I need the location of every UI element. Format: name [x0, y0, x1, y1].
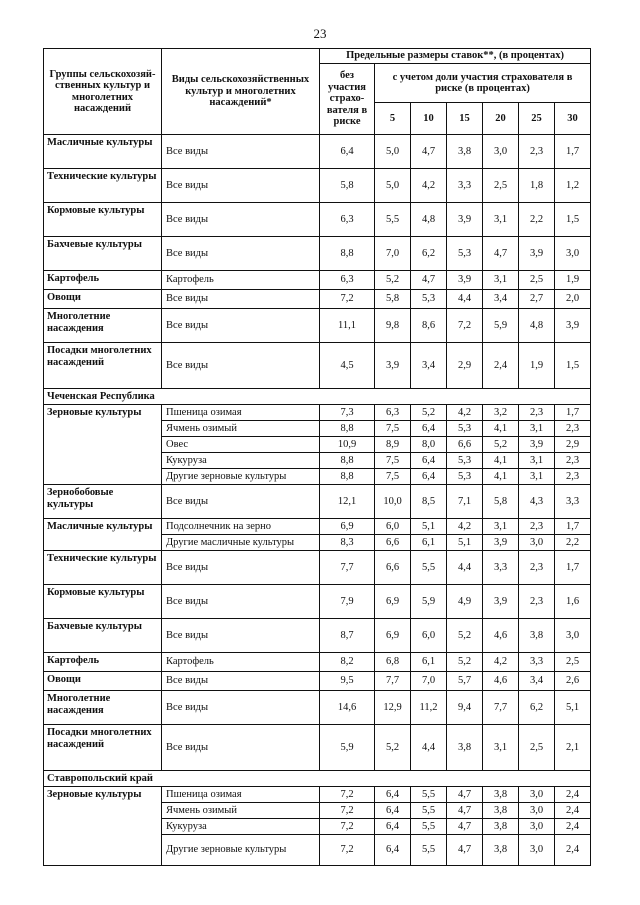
rate-share-cell: 3,1 [483, 203, 519, 237]
crop-kind-cell: Пшеница озимая [162, 405, 320, 421]
rate-share-cell: 5,2 [375, 725, 411, 771]
rate-share-cell: 2,4 [555, 835, 591, 866]
crop-kind-cell: Все виды [162, 619, 320, 653]
header-group-column: Группы сельскохозяй-ственных культур и многолетних насаждений [44, 49, 162, 135]
rate-share-cell: 1,7 [555, 405, 591, 421]
table-row [44, 691, 591, 725]
rate-share-cell: 4,2 [411, 169, 447, 203]
crop-kind-cell: Картофель [162, 653, 320, 672]
crop-kind-cell: Картофель [162, 271, 320, 290]
rate-share-cell: 6,2 [411, 237, 447, 271]
rate-share-cell: 5,2 [411, 405, 447, 421]
rate-share-cell: 7,2 [447, 309, 483, 343]
rate-share-cell: 7,7 [375, 672, 411, 691]
rate-share-cell: 3,9 [447, 203, 483, 237]
rate-share-cell: 5,3 [447, 421, 483, 437]
rate-share-cell: 3,3 [555, 485, 591, 519]
rate-no-share-cell: 7,2 [320, 787, 375, 803]
table-row [44, 309, 591, 343]
rate-no-share-cell: 7,2 [320, 290, 375, 309]
rate-share-cell: 3,0 [519, 803, 555, 819]
rate-share-cell: 2,2 [555, 535, 591, 551]
table-row [44, 672, 591, 691]
rate-share-cell: 2,5 [555, 653, 591, 672]
rate-share-cell: 2,2 [519, 203, 555, 237]
rate-no-share-cell: 8,8 [320, 469, 375, 485]
crop-kind-cell: Все виды [162, 169, 320, 203]
header-share-25: 25 [519, 103, 555, 135]
rate-share-cell: 2,9 [447, 343, 483, 389]
rate-share-cell: 5,7 [447, 672, 483, 691]
crop-kind-cell: Все виды [162, 485, 320, 519]
rate-share-cell: 5,1 [411, 519, 447, 535]
crop-kind-cell: Другие масличные культуры [162, 535, 320, 551]
rate-share-cell: 7,5 [375, 453, 411, 469]
rate-no-share-cell: 12,1 [320, 485, 375, 519]
header-share-20: 20 [483, 103, 519, 135]
rate-no-share-cell: 8,8 [320, 237, 375, 271]
rate-share-cell: 4,3 [519, 485, 555, 519]
rate-share-cell: 3,1 [483, 725, 519, 771]
rate-share-cell: 3,1 [519, 469, 555, 485]
rate-share-cell: 4,6 [483, 619, 519, 653]
rate-no-share-cell: 5,8 [320, 169, 375, 203]
rate-share-cell: 3,8 [483, 803, 519, 819]
crop-kind-cell: Другие зерновые культуры [162, 835, 320, 866]
rate-share-cell: 1,9 [519, 343, 555, 389]
rate-no-share-cell: 8,8 [320, 453, 375, 469]
rate-share-cell: 6,4 [375, 803, 411, 819]
crop-kind-cell: Кукуруза [162, 453, 320, 469]
rate-share-cell: 5,3 [447, 453, 483, 469]
region-title: Ставропольский край [44, 771, 591, 787]
table-row [44, 585, 591, 619]
crop-group-cell: Бахчевые культуры [44, 237, 162, 271]
rate-share-cell: 2,7 [519, 290, 555, 309]
rate-share-cell: 3,0 [519, 535, 555, 551]
rate-share-cell: 3,1 [483, 519, 519, 535]
crop-group-cell: Многолетние насаждения [44, 309, 162, 343]
table-row [44, 203, 591, 237]
crop-group-cell: Технические культуры [44, 551, 162, 585]
rate-share-cell: 3,3 [447, 169, 483, 203]
rate-share-cell: 5,0 [375, 135, 411, 169]
rate-share-cell: 7,1 [447, 485, 483, 519]
rate-share-cell: 4,7 [411, 135, 447, 169]
crop-group-cell: Масличные культуры [44, 135, 162, 169]
rate-share-cell: 5,3 [447, 237, 483, 271]
crop-group-cell: Многолетние насаждения [44, 691, 162, 725]
rate-no-share-cell: 7,2 [320, 835, 375, 866]
crop-group-cell: Картофель [44, 653, 162, 672]
crop-kind-cell: Все виды [162, 203, 320, 237]
rate-share-cell: 5,8 [375, 290, 411, 309]
rate-share-cell: 4,8 [519, 309, 555, 343]
crop-kind-cell: Другие зерновые культуры [162, 469, 320, 485]
rate-share-cell: 4,7 [447, 787, 483, 803]
crop-group-cell: Зернобобовые культуры [44, 485, 162, 519]
crop-group-cell: Кормовые культуры [44, 203, 162, 237]
rate-share-cell: 6,1 [411, 653, 447, 672]
table-row [44, 551, 591, 585]
rate-no-share-cell: 6,9 [320, 519, 375, 535]
rate-no-share-cell: 11,1 [320, 309, 375, 343]
rate-share-cell: 3,0 [483, 135, 519, 169]
rate-share-cell: 6,4 [375, 835, 411, 866]
rate-share-cell: 5,0 [375, 169, 411, 203]
table-row [44, 485, 591, 519]
rate-share-cell: 2,4 [483, 343, 519, 389]
rate-share-cell: 4,8 [411, 203, 447, 237]
rate-no-share-cell: 7,2 [320, 803, 375, 819]
rate-share-cell: 2,5 [483, 169, 519, 203]
rate-no-share-cell: 7,3 [320, 405, 375, 421]
rate-share-cell: 3,9 [519, 237, 555, 271]
rate-share-cell: 5,1 [555, 691, 591, 725]
crop-kind-cell: Ячмень озимый [162, 421, 320, 437]
rate-share-cell: 3,0 [519, 835, 555, 866]
rate-share-cell: 6,1 [411, 535, 447, 551]
crop-kind-cell: Все виды [162, 585, 320, 619]
table-row [44, 787, 591, 803]
rate-share-cell: 8,5 [411, 485, 447, 519]
rate-share-cell: 5,5 [411, 787, 447, 803]
crop-group-cell: Зерновые культуры [44, 787, 162, 866]
rate-share-cell: 4,2 [483, 653, 519, 672]
rate-share-cell: 6,3 [375, 405, 411, 421]
rate-share-cell: 5,2 [447, 619, 483, 653]
crop-kind-cell: Все виды [162, 135, 320, 169]
rate-share-cell: 2,5 [519, 725, 555, 771]
page-number: 23 [313, 26, 327, 41]
rate-share-cell: 2,4 [555, 803, 591, 819]
rate-share-cell: 4,4 [411, 725, 447, 771]
rate-no-share-cell: 7,2 [320, 819, 375, 835]
table-row [44, 343, 591, 389]
rate-share-cell: 2,9 [555, 437, 591, 453]
crop-group-cell: Посадки многолетних насаждений [44, 343, 162, 389]
rate-no-share-cell: 8,2 [320, 653, 375, 672]
rate-no-share-cell: 4,5 [320, 343, 375, 389]
rate-share-cell: 6,4 [375, 787, 411, 803]
rate-share-cell: 2,5 [519, 271, 555, 290]
rate-share-cell: 4,2 [447, 519, 483, 535]
rate-share-cell: 4,7 [483, 237, 519, 271]
rate-share-cell: 7,0 [411, 672, 447, 691]
table-row [44, 619, 591, 653]
rate-share-cell: 2,3 [519, 585, 555, 619]
rate-share-cell: 2,3 [519, 405, 555, 421]
rate-share-cell: 1,7 [555, 519, 591, 535]
crop-kind-cell: Все виды [162, 343, 320, 389]
rate-share-cell: 9,8 [375, 309, 411, 343]
region-title: Чеченская Республика [44, 389, 591, 405]
crop-kind-cell: Ячмень озимый [162, 803, 320, 819]
rate-share-cell: 4,2 [447, 405, 483, 421]
rate-no-share-cell: 8,7 [320, 619, 375, 653]
rate-share-cell: 3,0 [519, 787, 555, 803]
rate-share-cell: 2,3 [555, 469, 591, 485]
rate-no-share-cell: 6,3 [320, 203, 375, 237]
rate-share-cell: 6,9 [375, 585, 411, 619]
rate-share-cell: 3,1 [519, 453, 555, 469]
rate-no-share-cell: 6,4 [320, 135, 375, 169]
rate-share-cell: 3,0 [519, 819, 555, 835]
rate-share-cell: 6,4 [411, 469, 447, 485]
rate-share-cell: 5,2 [375, 271, 411, 290]
crop-kind-cell: Пшеница озимая [162, 787, 320, 803]
crop-kind-cell: Все виды [162, 309, 320, 343]
rate-share-cell: 3,9 [483, 585, 519, 619]
rate-share-cell: 3,0 [555, 237, 591, 271]
rate-share-cell: 6,2 [519, 691, 555, 725]
region-row [44, 389, 591, 405]
rate-share-cell: 7,0 [375, 237, 411, 271]
rate-share-cell: 6,6 [375, 551, 411, 585]
rate-share-cell: 3,8 [447, 135, 483, 169]
crop-group-cell: Картофель [44, 271, 162, 290]
crop-kind-cell: Все виды [162, 725, 320, 771]
rate-share-cell: 4,1 [483, 453, 519, 469]
header-with-share: с учетом доли участия страхователя в риске (в процентах) [375, 64, 591, 103]
rate-no-share-cell: 8,3 [320, 535, 375, 551]
rate-share-cell: 6,4 [411, 453, 447, 469]
crop-group-cell: Бахчевые культуры [44, 619, 162, 653]
rate-share-cell: 5,5 [411, 835, 447, 866]
crop-kind-cell: Подсолнечник на зерно [162, 519, 320, 535]
table-row [44, 271, 591, 290]
rate-share-cell: 12,9 [375, 691, 411, 725]
table-row [44, 405, 591, 421]
rate-share-cell: 1,5 [555, 343, 591, 389]
rate-no-share-cell: 7,9 [320, 585, 375, 619]
rate-share-cell: 4,6 [483, 672, 519, 691]
rate-no-share-cell: 5,9 [320, 725, 375, 771]
crop-group-cell: Технические культуры [44, 169, 162, 203]
rate-share-cell: 11,2 [411, 691, 447, 725]
rate-share-cell: 3,1 [483, 271, 519, 290]
rate-share-cell: 5,3 [447, 469, 483, 485]
rate-share-cell: 9,4 [447, 691, 483, 725]
rate-share-cell: 2,3 [519, 519, 555, 535]
table-header [44, 49, 591, 135]
rate-share-cell: 6,0 [375, 519, 411, 535]
rate-no-share-cell: 7,7 [320, 551, 375, 585]
rate-share-cell: 3,8 [483, 787, 519, 803]
rate-share-cell: 6,6 [375, 535, 411, 551]
rate-share-cell: 2,3 [519, 135, 555, 169]
rate-share-cell: 7,5 [375, 469, 411, 485]
rate-share-cell: 2,1 [555, 725, 591, 771]
rate-share-cell: 1,7 [555, 135, 591, 169]
rate-share-cell: 6,4 [375, 819, 411, 835]
rate-share-cell: 3,8 [447, 725, 483, 771]
rate-share-cell: 5,5 [411, 803, 447, 819]
rate-share-cell: 4,9 [447, 585, 483, 619]
rate-no-share-cell: 10,9 [320, 437, 375, 453]
rate-share-cell: 3,3 [519, 653, 555, 672]
rate-share-cell: 5,8 [483, 485, 519, 519]
rate-share-cell: 1,8 [519, 169, 555, 203]
header-limits: Предельные размеры ставок**, (в процентах) [320, 49, 591, 64]
rate-share-cell: 2,3 [519, 551, 555, 585]
rate-no-share-cell: 14,6 [320, 691, 375, 725]
rate-share-cell: 3,9 [555, 309, 591, 343]
rate-share-cell: 5,5 [411, 819, 447, 835]
table-row [44, 237, 591, 271]
table-row [44, 135, 591, 169]
crop-group-cell: Зерновые культуры [44, 405, 162, 485]
rate-share-cell: 6,6 [447, 437, 483, 453]
rate-share-cell: 3,1 [519, 421, 555, 437]
rate-share-cell: 2,6 [555, 672, 591, 691]
rate-share-cell: 4,7 [447, 835, 483, 866]
rate-share-cell: 7,7 [483, 691, 519, 725]
table-body [44, 135, 591, 866]
rate-share-cell: 1,6 [555, 585, 591, 619]
rate-share-cell: 3,2 [483, 405, 519, 421]
rate-share-cell: 8,9 [375, 437, 411, 453]
table-row [44, 169, 591, 203]
table-row [44, 725, 591, 771]
rate-share-cell: 3,9 [447, 271, 483, 290]
rate-share-cell: 4,1 [483, 421, 519, 437]
rate-share-cell: 4,1 [483, 469, 519, 485]
rate-share-cell: 2,3 [555, 453, 591, 469]
rate-share-cell: 4,7 [411, 271, 447, 290]
table-row [44, 653, 591, 672]
rate-share-cell: 7,5 [375, 421, 411, 437]
header-share-30: 30 [555, 103, 591, 135]
rate-no-share-cell: 8,8 [320, 421, 375, 437]
rate-share-cell: 3,4 [483, 290, 519, 309]
crop-group-cell: Овощи [44, 290, 162, 309]
crop-kind-cell: Все виды [162, 290, 320, 309]
rate-share-cell: 6,9 [375, 619, 411, 653]
crop-kind-cell: Овес [162, 437, 320, 453]
region-row [44, 771, 591, 787]
rate-share-cell: 5,5 [411, 551, 447, 585]
rate-no-share-cell: 9,5 [320, 672, 375, 691]
rate-share-cell: 3,9 [375, 343, 411, 389]
crop-kind-cell: Все виды [162, 672, 320, 691]
rate-share-cell: 3,9 [483, 535, 519, 551]
crop-group-cell: Овощи [44, 672, 162, 691]
rate-share-cell: 5,2 [483, 437, 519, 453]
rate-share-cell: 8,0 [411, 437, 447, 453]
rate-share-cell: 5,1 [447, 535, 483, 551]
rate-no-share-cell: 6,3 [320, 271, 375, 290]
crop-kind-cell: Все виды [162, 237, 320, 271]
rate-share-cell: 2,4 [555, 787, 591, 803]
rate-share-cell: 3,4 [519, 672, 555, 691]
crop-kind-cell: Кукуруза [162, 819, 320, 835]
rate-share-cell: 5,5 [375, 203, 411, 237]
rate-share-cell: 5,9 [411, 585, 447, 619]
rate-share-cell: 3,3 [483, 551, 519, 585]
rate-share-cell: 4,7 [447, 819, 483, 835]
rate-share-cell: 1,9 [555, 271, 591, 290]
rate-share-cell: 2,3 [555, 421, 591, 437]
rate-share-cell: 4,4 [447, 551, 483, 585]
rate-share-cell: 2,0 [555, 290, 591, 309]
crop-kind-cell: Все виды [162, 551, 320, 585]
rate-share-cell: 6,4 [411, 421, 447, 437]
header-no-share: без участия страхо-вателя в риске [320, 64, 375, 135]
rate-share-cell: 1,7 [555, 551, 591, 585]
crop-group-cell: Посадки многолетних насаждений [44, 725, 162, 771]
rate-share-cell: 3,8 [483, 819, 519, 835]
table-row [44, 290, 591, 309]
header-share-5: 5 [375, 103, 411, 135]
rate-share-cell: 4,4 [447, 290, 483, 309]
rate-share-cell: 3,0 [555, 619, 591, 653]
table-row [44, 519, 591, 535]
rate-share-cell: 5,9 [483, 309, 519, 343]
rate-share-cell: 3,9 [519, 437, 555, 453]
rate-share-cell: 5,3 [411, 290, 447, 309]
rate-share-cell: 3,8 [483, 835, 519, 866]
crop-group-cell: Кормовые культуры [44, 585, 162, 619]
rate-share-cell: 8,6 [411, 309, 447, 343]
rate-share-cell: 3,4 [411, 343, 447, 389]
insurance-rates-table [43, 48, 591, 866]
rate-share-cell: 3,8 [519, 619, 555, 653]
rate-share-cell: 4,7 [447, 803, 483, 819]
rate-share-cell: 10,0 [375, 485, 411, 519]
header-share-10: 10 [411, 103, 447, 135]
rate-share-cell: 1,2 [555, 169, 591, 203]
header-kind-column: Виды сельскохозяйственных культур и многолетних насаждений* [162, 49, 320, 135]
crop-group-cell: Масличные культуры [44, 519, 162, 551]
rate-share-cell: 6,0 [411, 619, 447, 653]
rate-share-cell: 6,8 [375, 653, 411, 672]
crop-kind-cell: Все виды [162, 691, 320, 725]
header-share-15: 15 [447, 103, 483, 135]
rate-share-cell: 1,5 [555, 203, 591, 237]
rate-share-cell: 5,2 [447, 653, 483, 672]
rate-share-cell: 2,4 [555, 819, 591, 835]
